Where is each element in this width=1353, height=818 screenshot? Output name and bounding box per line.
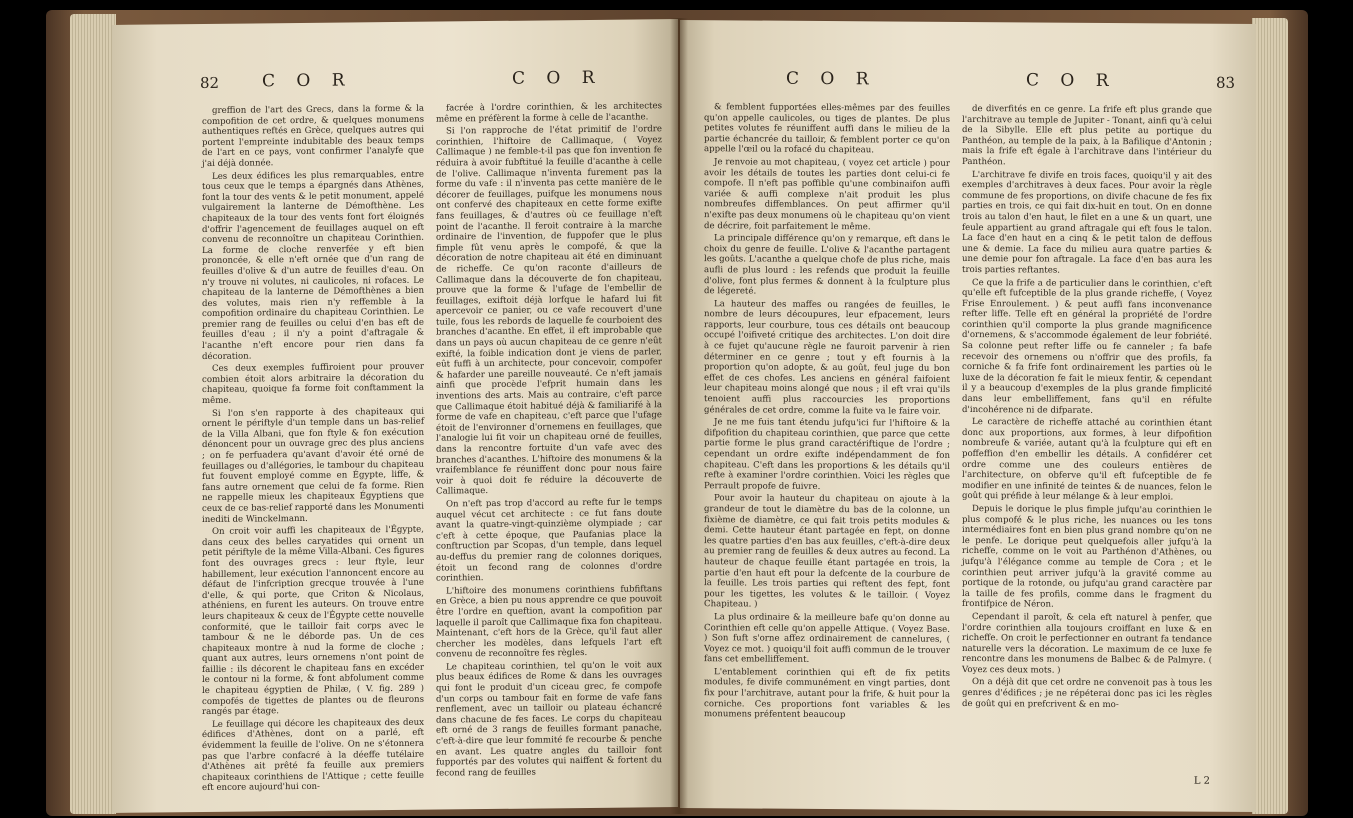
paragraph: Si l'on rapproche de l'état primitif de l'ordre corinthien, l'hiftoire de Callimaque, ( Voyez Callimaque ) ne femble-t-il pas que fon invention fe réduira à avoir fubftitué la feuille d'acanthe à celle de l'olive. Callimaque n'inventa furement pas la forme du vafe : il n'inventa pas cette manière de le décorer de feuillages, puifque les monumens nous ont confervé des chapiteaux en cette forme exifte fans feuillages, & d'autres où ce feuillage n'eft point de l'acanthe. Il feroit contraire à la marche ordinaire de l'invention, de fuppofer que le plus fimple fût venu après le compofé, & que la décoration de notre chapiteau ait été en diminuant de richeffe. Ce qu'on raconte d'ailleurs de Callimaque dans la découverte de fon chapiteau, prouve que la forme & l'ufage de l'embellir de feuillages, exiftoit déjà lorfque le hafard lui fit apercevoir ce panier, ou ce vafe recouvert d'une tuile, fous les rebords de laquelle fe courboient des branches d'acanthe. En effet, il eft improbable que dans un pays où aucun chapiteau de ce genre n'eût exifté, la foible indication dont je viens de parler, eût fuffi à un architecte, pour concevoir, compofer & hafarder une pareille nouveauté. Ce n'eft jamais ainfi que procède l'efprit humain dans les inventions des arts. Mais au contraire, c'eft parce que Callimaque étoit habitué déjà & familiarifé à la forme de vafe en chapiteau, c'eft parce que l'ufage étoit de l'environner d'ornemens en feuillages, que l'analogie lui fit voir un chapiteau orné de feuilles, dans la rencontre fortuite d'un vafe avec des branches d'acanthes. L'hiftoire des monumens & la vraifemblance fe réuniffent donc pour nous faire voir à quoi doit fe réduire la découverte de Callimaque. [436, 124, 662, 497]
left-column-2 [436, 101, 662, 781]
right-page-number: 83 [1216, 73, 1236, 92]
paragraph: Si l'on s'en rapporte à des chapiteaux qui ornent le périftyle d'un temple dans un bas-relief de la Villa Albani, que fon ftyle & fon exécution dénoncent pour un ouvrage grec des plus anciens ; on fe perfuadera qu'avant d'avoir été orné de feuillages ou d'allégories, le tambour du chapiteau fut fouvent employé comme en Égypte, liffe, & fans autre ornement que celui de fa forme. Rien ne rappelle mieux les chapiteaux Égyptiens que ceux de ce bas-relief rapporté dans les Monumenti inediti de Winckelmann. [202, 406, 424, 525]
paragraph: Les deux édifices les plus remarquables, entre tous ceux que le temps a épargnés dans Athènes, font la tour des vents & le petit monument, appelé vulgairement la lanterne de Démofthène. Les chapiteaux de la tour des vents font fort éloignés d'offrir l'agencement de feuillages auquel on eft convenu de reconnoître un chapiteau Corinthien. La forme de cloche renverfée y eft bien prononcée, & elle n'eft ornée que d'un rang de feuilles d'olive & d'un autre de feuilles d'eau. On n'y trouve ni volutes, ni caulicoles, ni rofaces. Le chapiteau de la lanterne de Démofthènes a bien des volutes, mais rien n'y reffemble à la compofition ordinaire du chapiteau Corinthien. Le premier rang de feuilles ou celui d'en bas eft de feuilles d'eau ; il n'y a point d'aftragale & l'acanthe n'eft encore pour rien dans fa décoration. [202, 169, 424, 362]
paragraph: La hauteur des maffes ou rangées de feuilles, le nombre de leurs découpures, leur efpacement, leurs rapports, leur courbure, tous ces détails ont beaucoup occupé l'oifiveté critique des architectes. L'on doit dire à ce fujet qu'aucune règle ne fauroit parvenir à rien déterminer en ce genre ; tout y eft fournis à la proportion qu'on adopte, & au goût, feul juge du bon effet de ces chofes. Les anciens en général faifoient leur chapiteau moins alongé que nous ; il eft vrai qu'ils tenoient auffi plus raccourcies les proportions générales de cet ordre, comme la fuite va le faire voir. [704, 298, 950, 417]
right-running-head-1: C O R [786, 68, 877, 90]
paragraph: L'architrave fe divife en trois faces, quoiqu'il y ait des exemples d'architraves à deux faces. Pour avoir la règle commune de fes proportions, on divife chacune de fes fix parties en trois, ce qui fait dix-huit en tout. On en donne trois au talon d'en haut, le filet en a une & un quart, une feule appartient au grand aftragale qui eft fous le talon. La face d'en haut en a cinq & le petit talon de deffous une & demie. La face du milieu aura quatre parties & une demie pour fon aftragale. La face d'en bas aura les trois parties reftantes. [962, 169, 1212, 276]
paragraph: Le chapiteau corinthien, tel qu'on le voit aux plus beaux édifices de Rome & dans les ouvrages qui font le produit d'un ciceau grec, fe compofe d'un corps ou tambour fait en forme de vafe fans renflement, avec un tailloir ou plateau échancré dans chacune de fes faces. Le corps du chapiteau eft orné de 3 rangs de feuilles formant panache, c'eft-à-dire que leur fommité fe recourbe & penche en avant. Les quatre angles du tailloir font fupportés par des volutes qui naiffent & fortent du fecond rang de feuilles [436, 660, 662, 779]
paragraph: L'hiftoire des monumens corinthiens fubfiftans en Grèce, a bien pu nous apprendre ce que pouvoit être l'ordre en queftion, avant la compofition par laquelle il paroît que Callimaque fixa fon chapiteau. Maintenant, c'eft hors de la Grèce, qu'il faut aller chercher les modèles, dans lefquels l'art eft convenu de reconnoître fes règles. [436, 583, 663, 660]
paragraph: Je renvoie au mot chapiteau, ( voyez cet article ) pour avoir les détails de toutes les parties dont celui-ci fe compofe. Il n'eft pas poffible qu'une combinaifon auffi variée & auffi complexe n'ait produit les plus nombreufes diffemblances. On peut affirmer qu'il n'exifte pas deux monumens où le chapiteau qu'on vient de décrire, foit parfaitement le même. [704, 157, 950, 232]
paragraph: La plus ordinaire & la meilleure bafe qu'on donne au Corinthien eft celle qu'on appelle Attique. ( Voyez Base. ) Son fuft s'orne affez ordinairement de cannelures, ( Voyez ce mot. ) quoiqu'il foit auffi commun de le trouver fans cet embelliffement. [704, 612, 950, 666]
book-gutter [670, 18, 688, 814]
paragraph: Ce que la frife a de particulier dans le corinthien, c'eft qu'elle eft fufceptible de la plus grande richeffe, ( Voyez Frise Enroulement. ) & peut auffi fans inconvenance refter liffe. Telle eft en général la propriété de l'ordre corinthien qu'il comporte la plus grande magnificence d'ornemens, & s'accommode également de leur fobriété. Sa colonne peut refter liffe ou fe canneler ; fa bafe recevoir des ornemens ou n'offrir que des profils, fa corniche & fa frife font ordinairement les parties où le luxe de la décoration fe fait le mieux fentir, & cependant il y a beaucoup d'exemples de la plus grande fimplicité dans leur embelliffement, fans qu'il en réfulte d'incohérence ni de difparate. [962, 277, 1212, 416]
left-column-1 [202, 104, 424, 796]
paragraph: greffion de l'art des Grecs, dans la forme & la compofition de cet ordre, & quelques monumens authentiques reftés en Grèce, quelques autres qui portent l'empreinte indubitable des beaux temps de l'art en ce pays, vont confirmer l'analyfe que j'ai déjà donnée. [202, 103, 424, 169]
paragraph: On a déjà dit que cet ordre ne convenoit pas à tous les genres d'édifices ; je ne répéterai donc pas ici les règles de goût qui en prefcrivent & en mo- [962, 677, 1212, 710]
paragraph: Depuis le dorique le plus fimple jufqu'au corinthien le plus compofé & le plus riche, les nuances ou les tons intermédiaires font en bien plus grand nombre qu'on ne le penfe. Le dorique peut quelquefois aller jufqu'à la richeffe, comme on le voit au Parthénon d'Athènes, ou jufqu'à l'élégance comme au temple de Cora ; et le corinthien peut arriver jufqu'à la gravité comme au portique de la rotonde, ou jufqu'au grand caractère par la taille de fes profils, comme dans le fragment du frontifpice de Néron. [962, 503, 1212, 610]
paragraph: de diverfités en ce genre. La frife eft plus grande que l'architrave au temple de Jupiter - Tonant, ainfi qu'à celui de la Sibylle. Elle eft plus petite au portique du Panthéon, au temple de la paix, à la Bafilique d'Antonin ; mais la frife eft égale à l'architrave dans l'intérieur du Panthéon. [962, 104, 1212, 168]
page-edges-right [1252, 18, 1288, 814]
paragraph: & femblent fupportées elles-mêmes par des feuilles qu'on appelle caulicoles, ou tiges de plantes. De plus petites volutes fe réuniffent auffi dans le milieu de la partie échancrée du tailloir, & femblent porter ce qu'on appelle l'œil ou la rofacé du chapiteau. [704, 102, 950, 156]
paragraph: Ces deux exemples fuffiroient pour prouver combien étoit alors arbitraire la décoration du chapiteau, quoique fa forme foit conftamment la même. [202, 361, 424, 407]
right-column-2 [962, 104, 1212, 713]
paragraph: Cependant il paroît, & cela eft naturel à penfer, que l'ordre corinthien alla toujours croiffant en luxe & en richeffe. On croit le perfectionner en outrant fa tendance naturelle vers la décoration. Le maximum de ce luxe fe rencontre dans les monumens de Balbec & de Palmyre. ( Voyez ces deux mots. ) [962, 611, 1212, 676]
left-page [112, 19, 678, 813]
paragraph: Pour avoir la hauteur du chapiteau on ajoute à la grandeur de tout le diamètre du bas de la colonne, un fixième de diamètre, ce qui fait trois petits modules & demi. Cette hauteur étant partagée en fept, on donne les quatre parties d'en bas aux feuilles, c'eft-à-dire deux au premier rang de feuilles & deux autres au fecond. La hauteur de chaque feuille étant partagée en trois, la partie d'en haut eft pour la defcente de la courbure de la feuille. Les trois parties qui reftent des fept, font pour les tigettes, les volutes & le tailloir. ( Voyez Chapiteau. ) [704, 493, 950, 610]
paragraph: On n'eft pas trop d'accord au refte fur le temps auquel vécut cet architecte : ce fut fans doute avant la quatre-vingt-quinzième olympiade ; car c'eft à cette époque, que Paufanias place la conftruction par Scopas, d'un temple, dans lequel au-deffus du premier rang de colonnes doriques, étoit un fecond rang de colonnes d'ordre corinthien. [436, 497, 662, 584]
paragraph: facrée à l'ordre corinthien, & les architectes même en préfèrent la forme à celle de l'acanthe. [436, 101, 662, 125]
paragraph: L'entablement corinthien qui eft de fix petits modules, fe divife communément en vingt parties, dont fix pour l'architrave, autant pour la frife, & huit pour la corniche. Ces proportions font variables & les monumens préfentent beaucoup [704, 667, 950, 721]
page-edges-left [70, 14, 116, 814]
paragraph: Je ne me fuis tant étendu jufqu'ici fur l'hiftoire & la difpofition du chapiteau corinthien, que parce que cette partie forme le plus grand caractériftique de l'ordre ; cependant un ordre exifte indépendamment de fon chapiteau. C'eft dans les proportions & les détails qu'il refte à examiner l'ordre corinthien. Voici les règles que Perrault propofe de fuivre. [704, 417, 950, 492]
catchword: L 2 [1193, 775, 1210, 787]
left-running-head-1: C O R [262, 70, 353, 92]
right-column-1 [704, 102, 950, 724]
left-page-number: 82 [200, 73, 220, 93]
right-running-head-2: C O R [1026, 70, 1117, 92]
paragraph: On croit voir auffi les chapiteaux de l'Égypte, dans ceux des belles caryatides qui ornent un petit périftyle de la même Villa-Albani. Ces figures font des ouvrages grecs : leur ftyle, leur habillement, leur exécution l'annoncent encore au défaut de l'infcription grecque trouvée à l'une d'elle, & qui porte, que Criton & Nicolaus, athéniens, en furent les auteurs. On trouve entre leurs chapiteaux & ceux de l'Égypte cette nouvelle conformité, que le tailloir fait corps avec le tambour & ne le déborde pas. Un de ces chapiteaux montre à nud la forme de cloche ; quant aux autres, leurs ornemens n'ont point de faillie : ils décorent le chapiteau fans en excéder le contour ni la forme, & font abfolument comme le chapiteau égyptien de Philæ, ( V. fig. 289 ) compofés de tigettes de plantes ou de fleurons rangés par étage. [202, 524, 424, 718]
right-page [680, 20, 1256, 812]
left-running-head-2: C O R [512, 67, 603, 89]
paragraph: Le caractère de richeffe attaché au corinthien étant donc aux proportions, aux formes, à leur difpofition nombreufe & variée, autant qu'à la fculpture qui eft en poffeffion d'en embellir les détails. A confidérer cet ordre comme une des couleurs entières de l'architecture, on obferve qu'il eft fufceptible de fe modifier en une infinité de teintes & de nuances, felon le goût qui préfide à leur mélange & à leur emploi. [962, 417, 1212, 503]
paragraph: La principale différence qu'on y remarque, eft dans le choix du genre de feuille. L'olive & l'acanthe partagent les goûts. L'acanthe a quelque chofe de plus riche, mais aufli de plus lourd : les refends que produit la feuille d'olive, font plus fermes & donnent à la fculpture plus de légereté. [704, 233, 950, 297]
paragraph: Le feuillage qui décore les chapiteaux des deux édifices d'Athènes, dont on a parlé, eft évidemment la feuille de l'olive. On ne s'étonnera pas que l'arbre confacré à la déeffe tutélaire d'Athènes ait prêté fa feuille aux premiers chapiteaux corinthiens de l'Attique ; cette feuille eft encore aujourd'hui con- [202, 717, 424, 794]
